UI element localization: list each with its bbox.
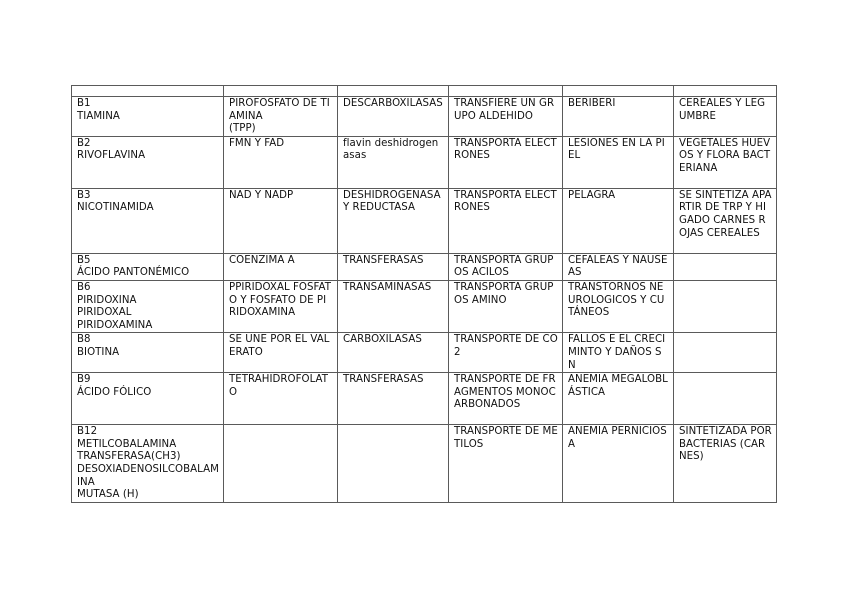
cell-text: CEFALEAS Y NAUSEAS [568, 254, 668, 279]
cell-text: VEGETALES HUEVOS Y FLORA BACTERIANA [679, 137, 771, 174]
table-cell [674, 425, 777, 503]
table-cell [338, 188, 449, 253]
table-cell [338, 136, 449, 188]
table-cell [224, 373, 338, 425]
table-cell [72, 333, 224, 373]
table-cell [674, 253, 777, 280]
table-cell [449, 253, 563, 280]
table-row [72, 136, 777, 188]
table-cell [674, 86, 777, 97]
table-cell [563, 280, 674, 332]
table-cell [563, 86, 674, 97]
table-row [72, 280, 777, 332]
table-row [72, 253, 777, 280]
cell-text: SINTETIZADA POR BACTERIAS (CARNES) [679, 426, 772, 463]
table-cell [338, 280, 449, 332]
table-cell [72, 373, 224, 425]
table-row [72, 188, 777, 253]
cell-text: TRANSFIERE UN GRUPO ALDEHIDO [454, 98, 555, 122]
vitamin-table [71, 85, 777, 503]
table-cell [449, 280, 563, 332]
cell-text: flavin deshidrogenasas [343, 137, 439, 162]
cell-text: TRANSAMINASAS [343, 281, 432, 293]
cell-text: TETRAHIDROFOLATO [229, 374, 329, 398]
table-cell [674, 280, 777, 332]
cell-text: DESCARBOXILASAS [343, 98, 443, 109]
cell-text: TRANSPORTE DE FRAGMENTOS MONOCARBONADOS [454, 374, 556, 411]
cell-text: CEREALES Y LEGUMBRE [679, 98, 766, 122]
table-cell [449, 97, 563, 137]
table-cell [449, 86, 563, 97]
table-cell [72, 188, 224, 253]
cell-text: TRANSPORTA GRUPOS ACILOS [454, 254, 554, 279]
table-cell [224, 253, 338, 280]
table-row [72, 425, 777, 503]
cell-text: LESIONES EN LA PIEL [568, 137, 665, 162]
cell-text: TRANSPORTA GRUPOS AMINO [454, 281, 554, 306]
table-cell [674, 188, 777, 253]
cell-text: PIROFOSFATO DE TIAMINA (TPP) [229, 98, 330, 135]
cell-text: FMN Y FAD [229, 137, 285, 149]
cell-text [679, 373, 772, 374]
table-row [72, 373, 777, 425]
cell-text [679, 281, 772, 282]
table-cell [224, 188, 338, 253]
cell-text: SE UNE POR EL VALERATO [229, 334, 330, 358]
table-row [72, 333, 777, 373]
table-cell [338, 425, 449, 503]
cell-text: B12 METILCOBALAMINA TRANSFERASA(CH3) DESOXIADENOSILCOBALAMINA MUTASA (H) [77, 426, 219, 501]
table-cell [674, 333, 777, 373]
cell-text [679, 254, 772, 255]
table-cell [563, 333, 674, 373]
cell-text: FALLOS E EL CRECIMINTO Y DAÑOS SN [568, 334, 666, 371]
table-cell [338, 333, 449, 373]
cell-text: B6 PIRIDOXINA PIRIDOXAL PIRIDOXAMINA [77, 281, 153, 331]
table-cell [72, 425, 224, 503]
table-cell [674, 373, 777, 425]
cell-text: ANEMIA MEGALOBLÁSTICA [568, 374, 668, 398]
cell-text: B1 TIAMINA [77, 98, 120, 122]
cell-text: B5 ÁCIDO PANTONÉMICO [77, 254, 190, 279]
cell-text: PPIRIDOXAL FOSFATO Y FOSFATO DE PIRIDOXAMINA [229, 281, 331, 319]
table-cell [563, 253, 674, 280]
table-cell [224, 425, 338, 503]
table-cell [338, 373, 449, 425]
cell-text: B3 NICOTINAMIDA [77, 189, 154, 214]
cell-text: TRANSFERASAS [343, 254, 424, 266]
table-cell [224, 280, 338, 332]
table-cell [674, 136, 777, 188]
cell-text: TRANSTORNOS NEUROLOGICOS Y CUTÁNEOS [568, 281, 665, 319]
cell-text: NAD Y NADP [229, 189, 294, 201]
table-cell [563, 97, 674, 137]
table-cell [449, 425, 563, 503]
cell-text: TRANSPORTA ELECTRONES [454, 189, 557, 214]
cell-text: PELAGRA [568, 189, 616, 201]
table-cell [224, 136, 338, 188]
table-cell [563, 425, 674, 503]
cell-text: COENZIMA A [229, 254, 295, 266]
cell-text: SE SINTETIZA APARTIR DE TRP Y HIGADO CARNES ROJAS CEREALES [679, 189, 772, 239]
cell-text: B9 ÁCIDO FÓLICO [77, 374, 152, 398]
cell-text: ANEMIA PERNICIOSA [568, 426, 667, 450]
cell-text: TRANSPORTE DE CO2 [454, 334, 558, 358]
cell-text: B8 BIOTINA [77, 334, 120, 358]
table-cell [449, 373, 563, 425]
cell-text: DESHIDROGENASA Y REDUCTASA [343, 189, 441, 214]
cell-text: B2 RIVOFLAVINA [77, 137, 146, 162]
cell-text: BERIBERI [568, 98, 616, 109]
table-cell [72, 253, 224, 280]
table-cell [338, 253, 449, 280]
table-cell [563, 373, 674, 425]
table-cell [338, 97, 449, 137]
table-row [72, 97, 777, 137]
table-cell [72, 97, 224, 137]
cell-text [343, 425, 444, 426]
table-cell [449, 333, 563, 373]
table-header-row [72, 86, 777, 97]
table-cell [449, 136, 563, 188]
table-cell [674, 97, 777, 137]
table-cell [563, 136, 674, 188]
table-cell [72, 136, 224, 188]
table-cell [72, 280, 224, 332]
table-cell [449, 188, 563, 253]
cell-text [679, 333, 772, 334]
table-cell [338, 86, 449, 97]
cell-text: TRANSFERASAS [343, 374, 424, 386]
cell-text: CARBOXILASAS [343, 334, 422, 346]
cell-text [229, 425, 333, 426]
table-cell [224, 333, 338, 373]
table-cell [224, 97, 338, 137]
cell-text: TRANSPORTA ELECTRONES [454, 137, 557, 162]
table-cell [563, 188, 674, 253]
table-cell [224, 86, 338, 97]
table-cell [72, 86, 224, 97]
cell-text: TRANSPORTE DE METILOS [454, 426, 558, 450]
